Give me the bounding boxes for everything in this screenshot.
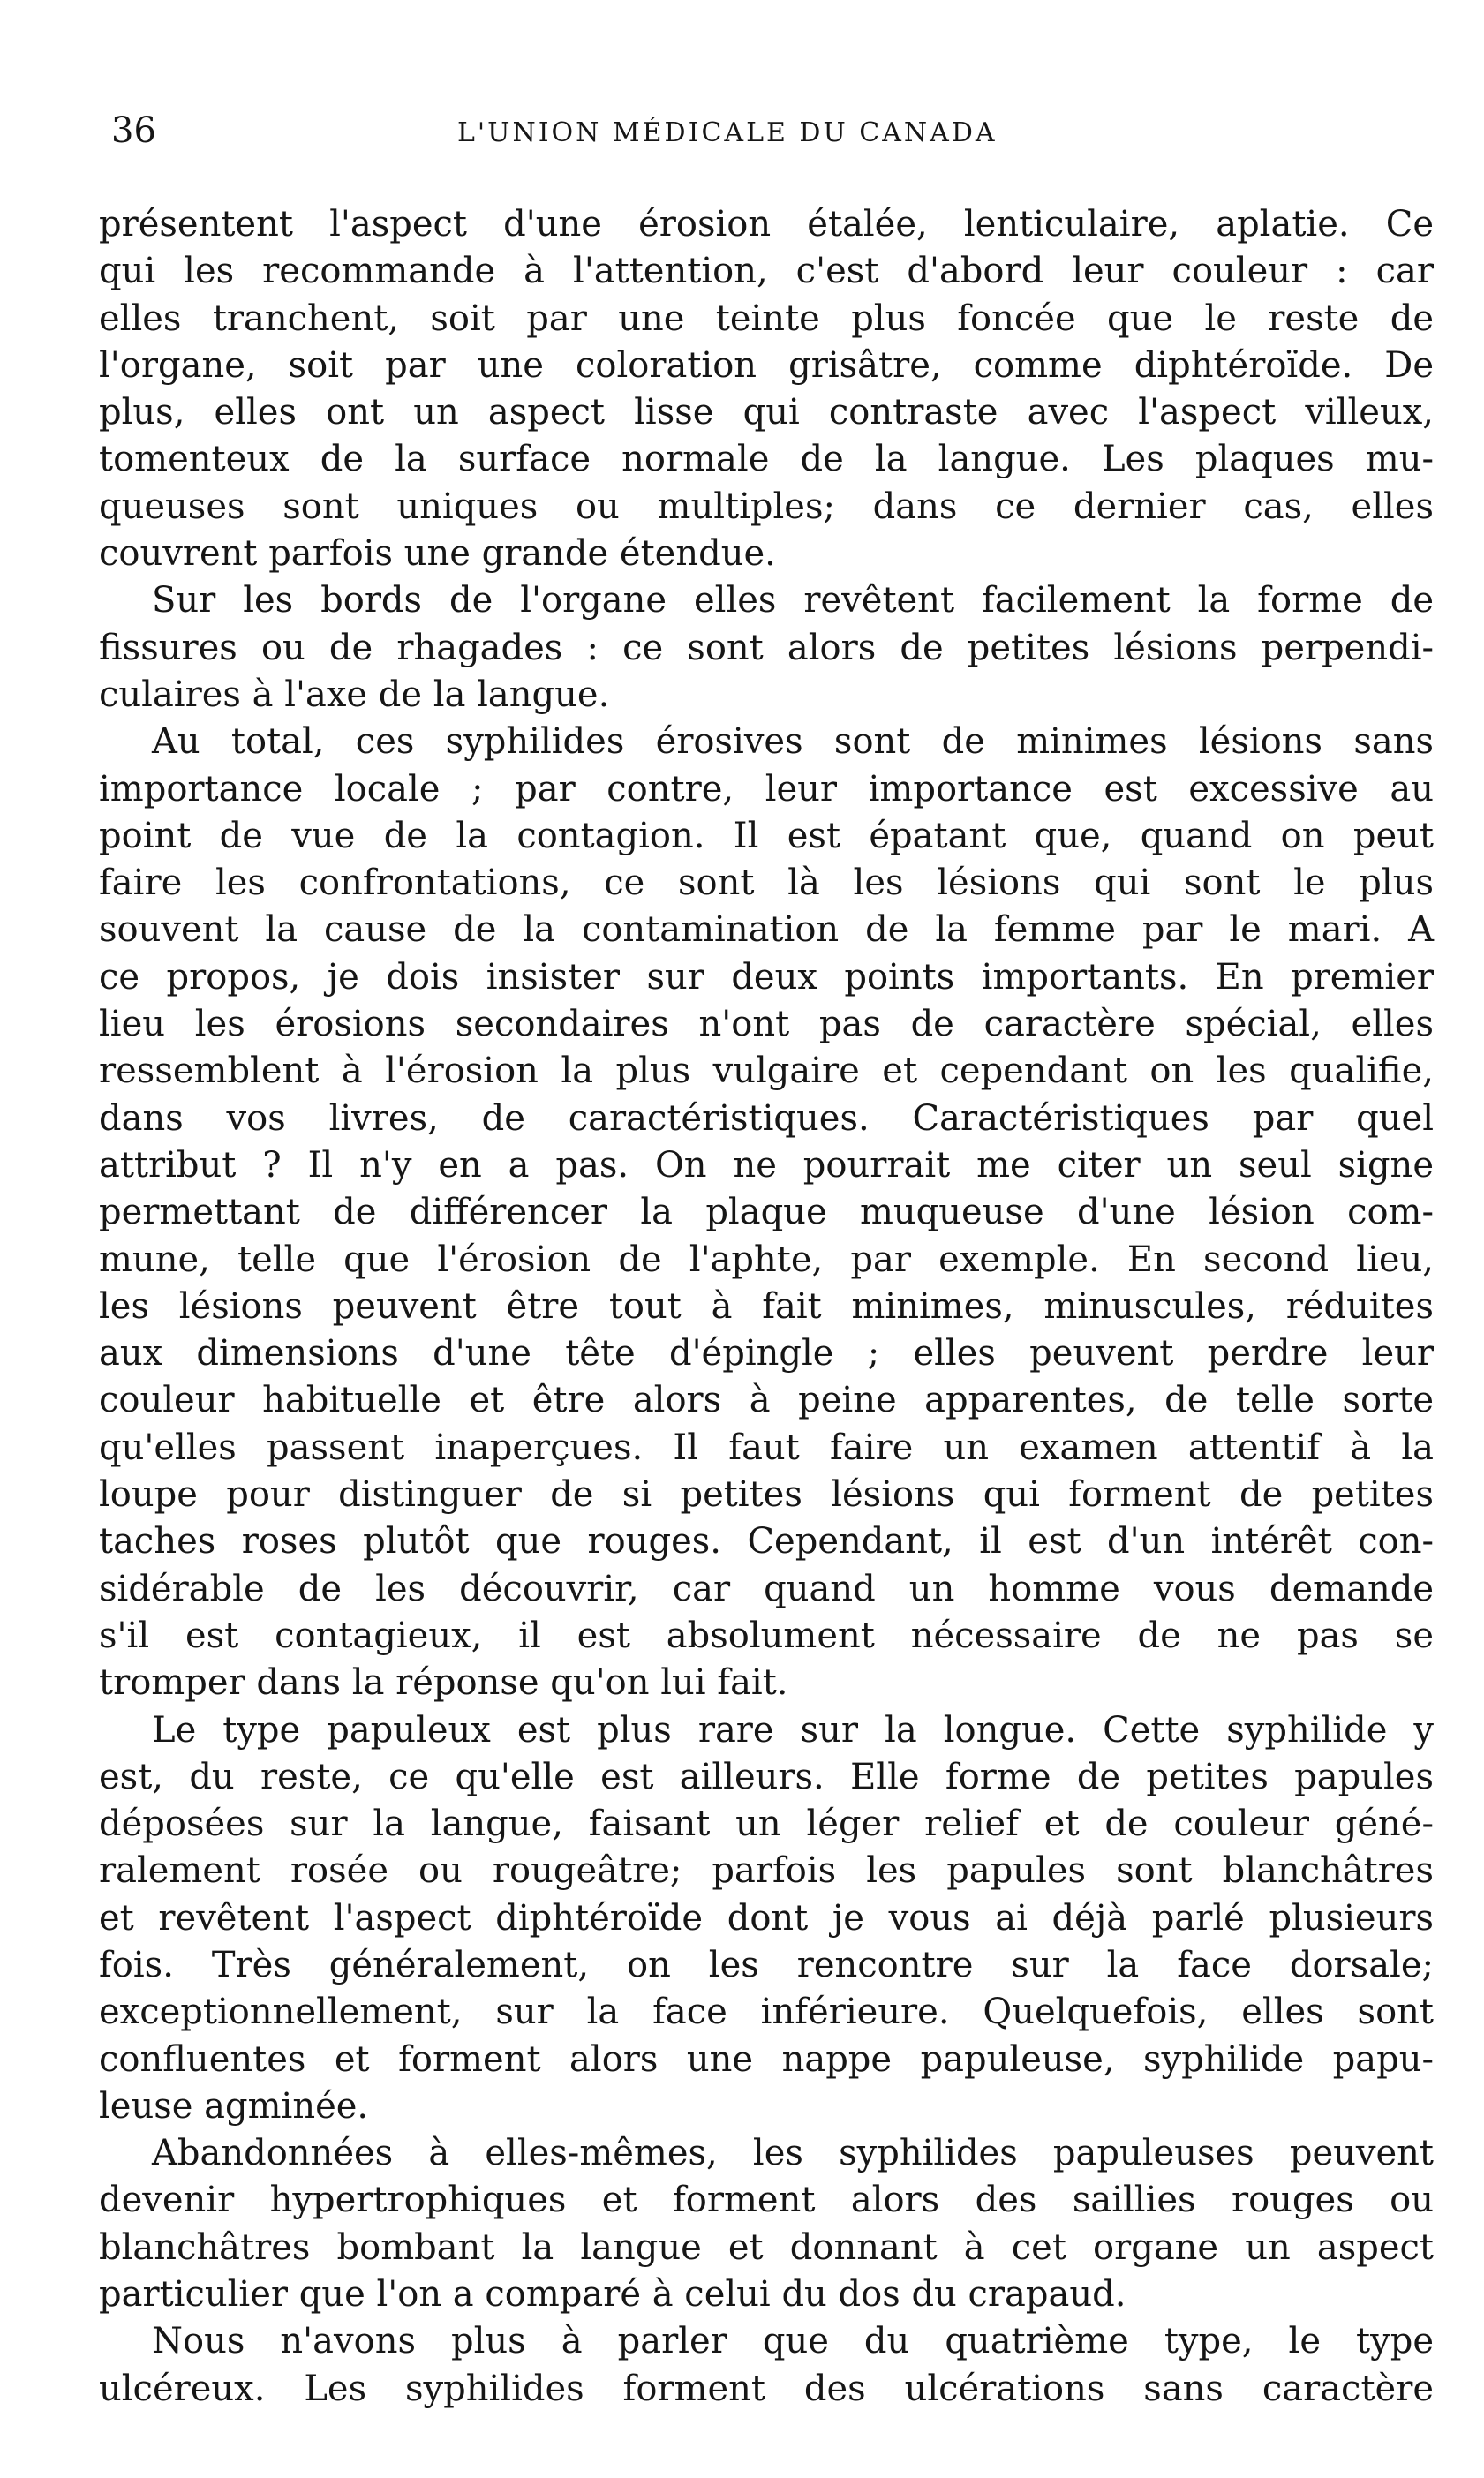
text-line: attribut ? Il n'y en a pas. On ne pourrait me citer un seul signe <box>99 1144 1434 1186</box>
text-line: point de vue de la contagion. Il est épatant que, quand on peut <box>99 815 1434 856</box>
text-line: tromper dans la réponse qu'on lui fait. <box>99 1662 788 1704</box>
text-line: loupe pour distinguer de si petites lésions qui forment de petites <box>99 1474 1434 1516</box>
text-line: est, du reste, ce qu'elle est ailleurs. Elle forme de petites papules <box>99 1756 1434 1797</box>
text-line: Nous n'avons plus à parler que du quatrième type, le type <box>152 2321 1434 2362</box>
paragraph-2 <box>99 577 1434 719</box>
text-line: ulcéreux. Les syphilides forment des ulcérations sans caractère <box>99 2368 1434 2409</box>
paragraph-4 <box>99 1707 1434 2131</box>
body-text <box>99 201 1434 2413</box>
text-line: ce propos, je dois insister sur deux points importants. En premier <box>99 956 1434 998</box>
text-line: ralement rosée ou rougeâtre; parfois les papules sont blanchâtres <box>99 1850 1434 1892</box>
text-line: dans vos livres, de caractéristiques. Caractéristiques par quel <box>99 1097 1434 1139</box>
journal-title: L'UNION MÉDICALE DU CANADA <box>457 117 998 148</box>
running-head <box>111 110 1431 166</box>
text-line: Au total, ces syphilides érosives sont de minimes lésions sans <box>152 721 1434 763</box>
text-line: queuses sont uniques ou multiples; dans ce dernier cas, elles <box>99 486 1434 527</box>
text-line: couvrent parfois une grande étendue. <box>99 533 776 575</box>
text-line: culaires à l'axe de la langue. <box>99 674 610 715</box>
text-line: plus, elles ont un aspect lisse qui contraste avec l'aspect villeux, <box>99 392 1434 433</box>
text-line: confluentes et forment alors une nappe papuleuse, syphilide papu- <box>99 2038 1434 2080</box>
text-line: blanchâtres bombant la langue et donnant à cet organe un aspect <box>99 2226 1434 2268</box>
text-line: Sur les bords de l'organe elles revêtent facilement la forme de <box>152 580 1434 621</box>
text-line: déposées sur la langue, faisant un léger relief et de couleur géné- <box>99 1804 1434 1845</box>
text-line: permettant de différencer la plaque muqueuse d'une lésion com- <box>99 1192 1434 1233</box>
text-line: aux dimensions d'une tête d'épingle ; elles peuvent perdre leur <box>99 1333 1434 1375</box>
text-line: importance locale ; par contre, leur importance est excessive au <box>99 768 1434 810</box>
text-line: fois. Très généralement, on les rencontre sur la face dorsale; <box>99 1944 1434 1985</box>
text-line: Le type papuleux est plus rare sur la longue. Cette syphilide y <box>152 1709 1434 1751</box>
paragraph-1 <box>99 201 1434 577</box>
paragraph-5 <box>99 2130 1434 2318</box>
paragraph-6 <box>99 2318 1434 2413</box>
text-line: présentent l'aspect d'une érosion étalée, lenticulaire, aplatie. Ce <box>99 204 1434 245</box>
text-line: ressemblent à l'érosion la plus vulgaire et cependant on les qualifie, <box>99 1051 1434 1092</box>
text-line: leuse agminée. <box>99 2085 369 2127</box>
text-line: devenir hypertrophiques et forment alors des saillies rouges ou <box>99 2180 1434 2221</box>
text-line: s'il est contagieux, il est absolument nécessaire de ne pas se <box>99 1615 1434 1656</box>
text-line: souvent la cause de la contamination de la femme par le mari. A <box>99 909 1434 951</box>
text-line: qu'elles passent inaperçues. Il faut faire un examen attentif à la <box>99 1427 1434 1468</box>
text-line: l'organe, soit par une coloration grisâtre, comme diphtéroïde. De <box>99 344 1434 386</box>
text-line: lieu les érosions secondaires n'ont pas de caractère spécial, elles <box>99 1004 1434 1045</box>
paragraph-3 <box>99 719 1434 1706</box>
text-line: couleur habituelle et être alors à peine apparentes, de telle sorte <box>99 1380 1434 1421</box>
text-line: mune, telle que l'érosion de l'aphte, par exemple. En second lieu, <box>99 1239 1434 1280</box>
text-line: Abandonnées à elles-mêmes, les syphilides papuleuses peuvent <box>152 2133 1434 2174</box>
page-number: 36 <box>111 110 156 151</box>
text-line: et revêtent l'aspect diphtéroïde dont je vous ai déjà parlé plusieurs <box>99 1897 1434 1939</box>
text-line: fissures ou de rhagades : ce sont alors de petites lésions perpendi- <box>99 627 1434 668</box>
text-line: elles tranchent, soit par une teinte plus foncée que le reste de <box>99 298 1434 339</box>
text-line: exceptionnellement, sur la face inférieure. Quelquefois, elles sont <box>99 1992 1434 2033</box>
text-line: particulier que l'on a comparé à celui du dos du crapaud. <box>99 2274 1126 2316</box>
text-line: qui les recommande à l'attention, c'est d'abord leur couleur : car <box>99 251 1434 292</box>
text-line: taches roses plutôt que rouges. Cependant, il est d'un intérêt con- <box>99 1521 1434 1563</box>
text-line: faire les confrontations, ce sont là les lésions qui sont le plus <box>99 862 1434 904</box>
text-line: sidérable de les découvrir, car quand un homme vous demande <box>99 1568 1434 1609</box>
text-line: les lésions peuvent être tout à fait minimes, minuscules, réduites <box>99 1285 1434 1327</box>
text-line: tomenteux de la surface normale de la langue. Les plaques mu- <box>99 439 1434 480</box>
